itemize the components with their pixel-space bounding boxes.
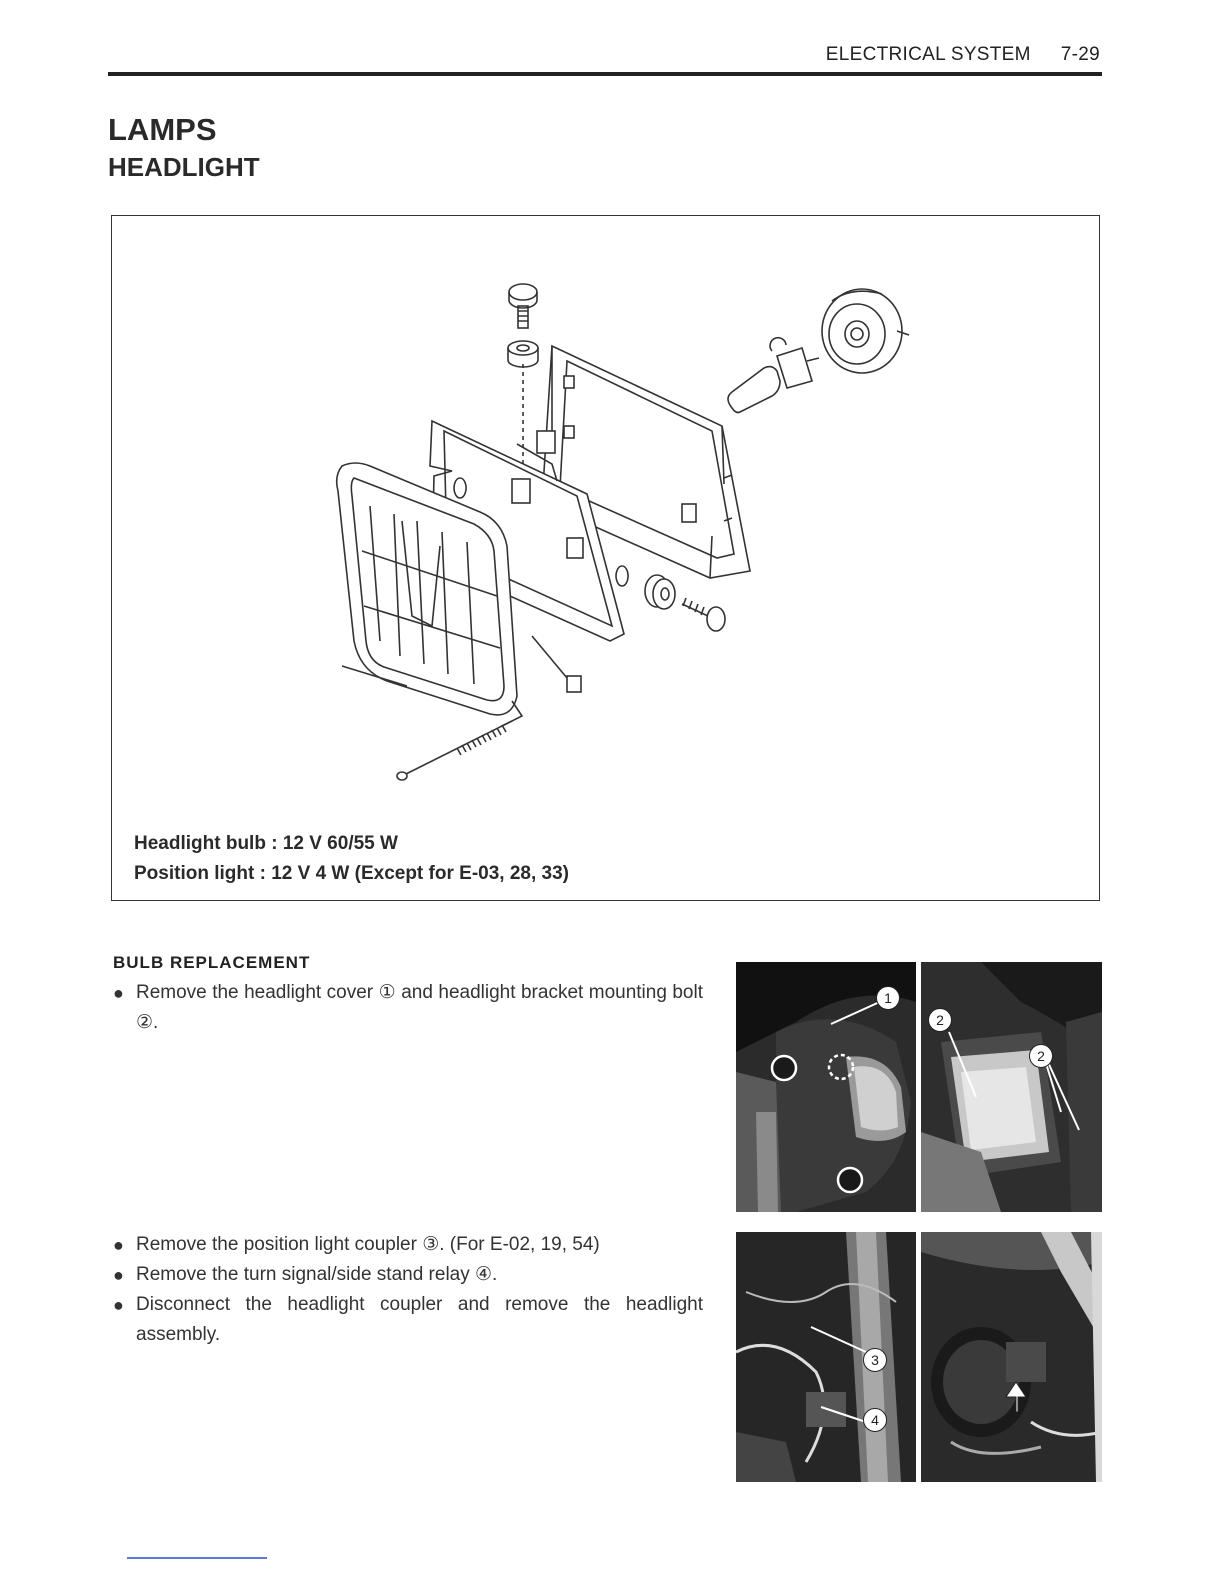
callout-4: 4 [863,1408,887,1432]
header-rule [108,72,1102,76]
callout-3: 3 [863,1348,887,1372]
step-text: Remove the turn signal/side stand relay ④. [136,1264,498,1285]
photo-headlight-coupler [921,1232,1102,1482]
footer-rule [127,1557,267,1559]
callout-2-left: 2 [928,1008,952,1032]
bulb-socket-cover-icon [822,289,909,373]
rubber-grommet-side-icon [645,575,675,609]
step-remove-relay [113,1260,703,1290]
bullet-icon: ● [113,983,124,1003]
retaining-nut-icon [532,636,581,692]
bulb-replacement-heading: BULB REPLACEMENT [113,953,311,972]
callout-2-right: 2 [1029,1044,1053,1068]
side-bolt-icon [682,598,725,631]
photo-bracket-bolts [921,962,1102,1212]
headlight-exploded-figure [111,215,1100,901]
page-header [700,44,1100,66]
exploded-view-drawing [112,216,1099,816]
spec-headlight-bulb: Headlight bulb : 12 V 60/55 W [134,833,398,854]
bullet-icon: ● [113,1265,124,1285]
step-remove-position-light-coupler [113,1230,703,1260]
step-disconnect-headlight-coupler [113,1290,703,1350]
header-page-number: 7-29 [1060,44,1100,65]
step-text: Remove the position light coupler ③. (For E-02, 19, 54) [136,1234,600,1255]
bullet-icon: ● [113,1235,124,1255]
photo-headlight-cover [736,962,916,1212]
photo-coupler-relay [736,1232,916,1482]
step-remove-cover [113,978,703,1038]
bullet-icon: ● [113,1295,124,1315]
callout-1: 1 [876,986,900,1010]
step-text: Disconnect the headlight coupler and remove the headlight assembly. [136,1294,703,1345]
headlight-bulb-icon [728,338,819,413]
header-section-title: ELECTRICAL SYSTEM [825,44,1031,65]
step-text: Remove the headlight cover ① and headlight bracket mounting bolt ②. [136,982,703,1033]
top-bolt-icon [509,284,537,328]
spec-position-light: Position light : 12 V 4 W (Except for E-03, 28, 33) [134,863,569,884]
section-heading-lamps: LAMPS [108,112,217,147]
section-heading-headlight: HEADLIGHT [108,152,260,182]
